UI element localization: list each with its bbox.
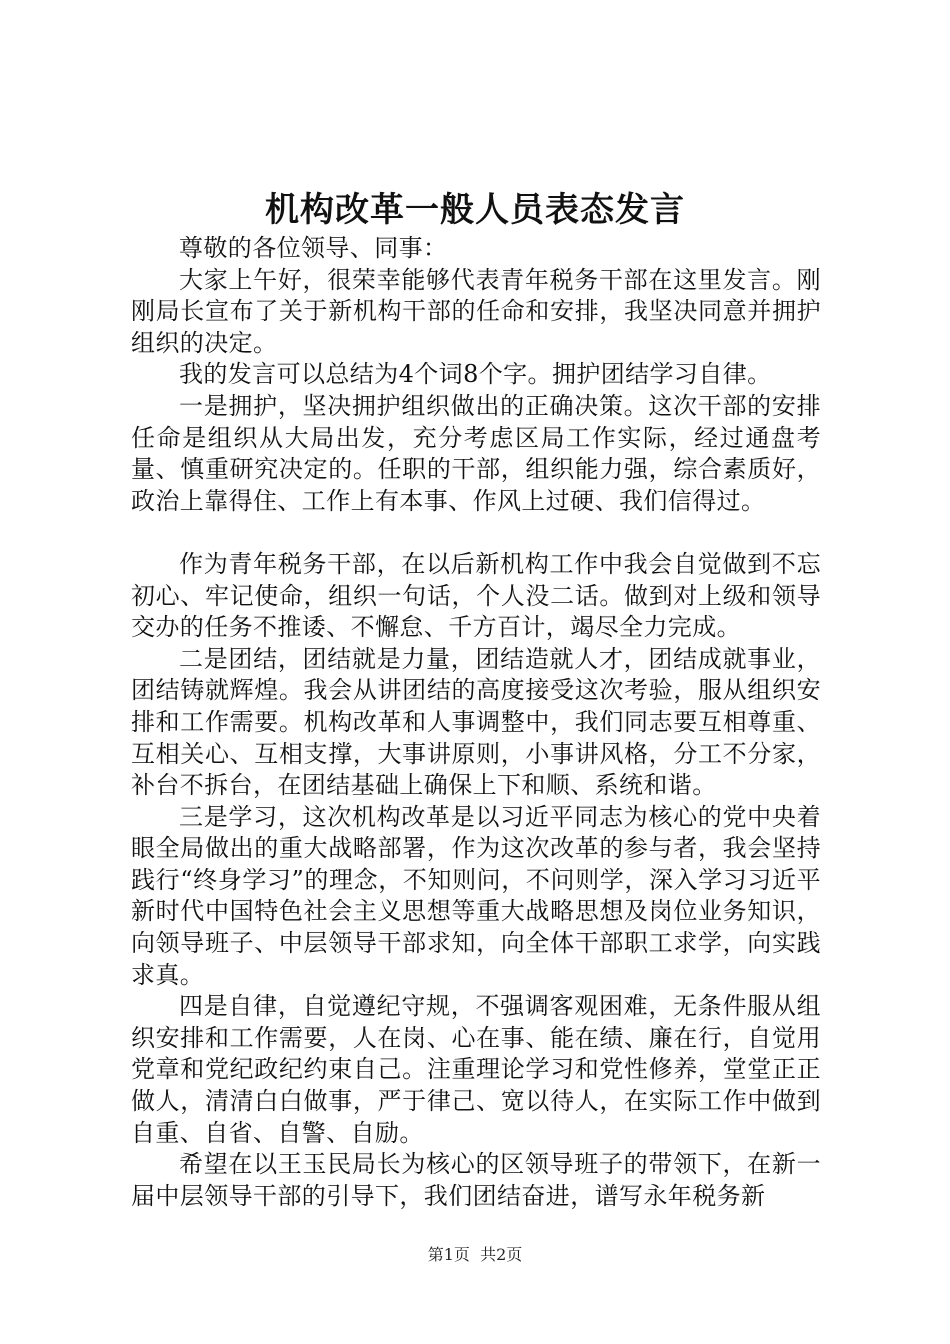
paragraph-hope: 希望在以王玉民局长为核心的区领导班子的带领下，在新一届中层领导干部的引导下，我们团结奋进，谱写永年税务新: [131, 1150, 821, 1210]
paragraph-study: 三是学习，这次机构改革是以习近平同志为核心的党中央着眼全局做出的重大战略部署，作为这次改革的参与者，我会坚持践行“终身学习”的理念，不知则问，不问则学，深入学习习近平新时代中国特色社会主义思想等重大战略思想及岗位业务知识，向领导班子、中层领导干部求知，向全体干部职工求学，向实践求真。: [131, 802, 821, 989]
paragraph-discipline: 四是自律，自觉遵纪守规，不强调客观困难，无条件服从组织安排和工作需要，人在岗、心在事、能在绩、廉在行，自觉用党章和党纪政纪约束自己。注重理论学习和党性修养，堂堂正正做人，清清白白做事，严于律己、宽以待人，在实际工作中做到自重、自省、自警、自励。: [131, 992, 821, 1147]
paragraph-opening: 大家上午好，很荣幸能够代表青年税务干部在这里发言。刚刚局长宣布了关于新机构干部的任命和安排，我坚决同意并拥护组织的决定。: [131, 265, 821, 357]
page-footer: [0, 1244, 950, 1266]
paragraph-youth-cadre: 作为青年税务干部，在以后新机构工作中我会自觉做到不忘初心、牢记使命，组织一句话，个人没二话。做到对上级和领导交办的任务不推诿、不懈怠、千方百计，竭尽全力完成。: [131, 549, 821, 642]
paragraph-summary: 我的发言可以总结为4个词8个字。拥护团结学习自律。: [179, 360, 772, 389]
paragraph-unity: 二是团结，团结就是力量，团结造就人才，团结成就事业，团结铸就辉煌。我会从讲团结的高度接受这次考验，服从组织安排和工作需要。机构改革和人事调整中，我们同志要互相尊重、互相关心、互相支撑，大事讲原则，小事讲风格，分工不分家，补台不拆台，在团结基础上确保上下和顺、系统和谐。: [131, 644, 821, 800]
paragraph-spacer: [131, 517, 821, 549]
document-body: [131, 233, 821, 1212]
page-number-label: 第1页 共2页: [427, 1245, 523, 1264]
paragraph-greeting: 尊敬的各位领导、同事：: [179, 234, 448, 262]
paragraph-support: 一是拥护，坚决拥护组织做出的正确决策。这次干部的安排任命是组织从大局出发，充分考虑区局工作实际，经过通盘考量、慎重研究决定的。任职的干部，组织能力强，综合素质好，政治上靠得住、工作上有本事、作风上过硬、我们信得过。: [131, 391, 821, 515]
document-title: 机构改革一般人员表态发言: [265, 190, 685, 230]
